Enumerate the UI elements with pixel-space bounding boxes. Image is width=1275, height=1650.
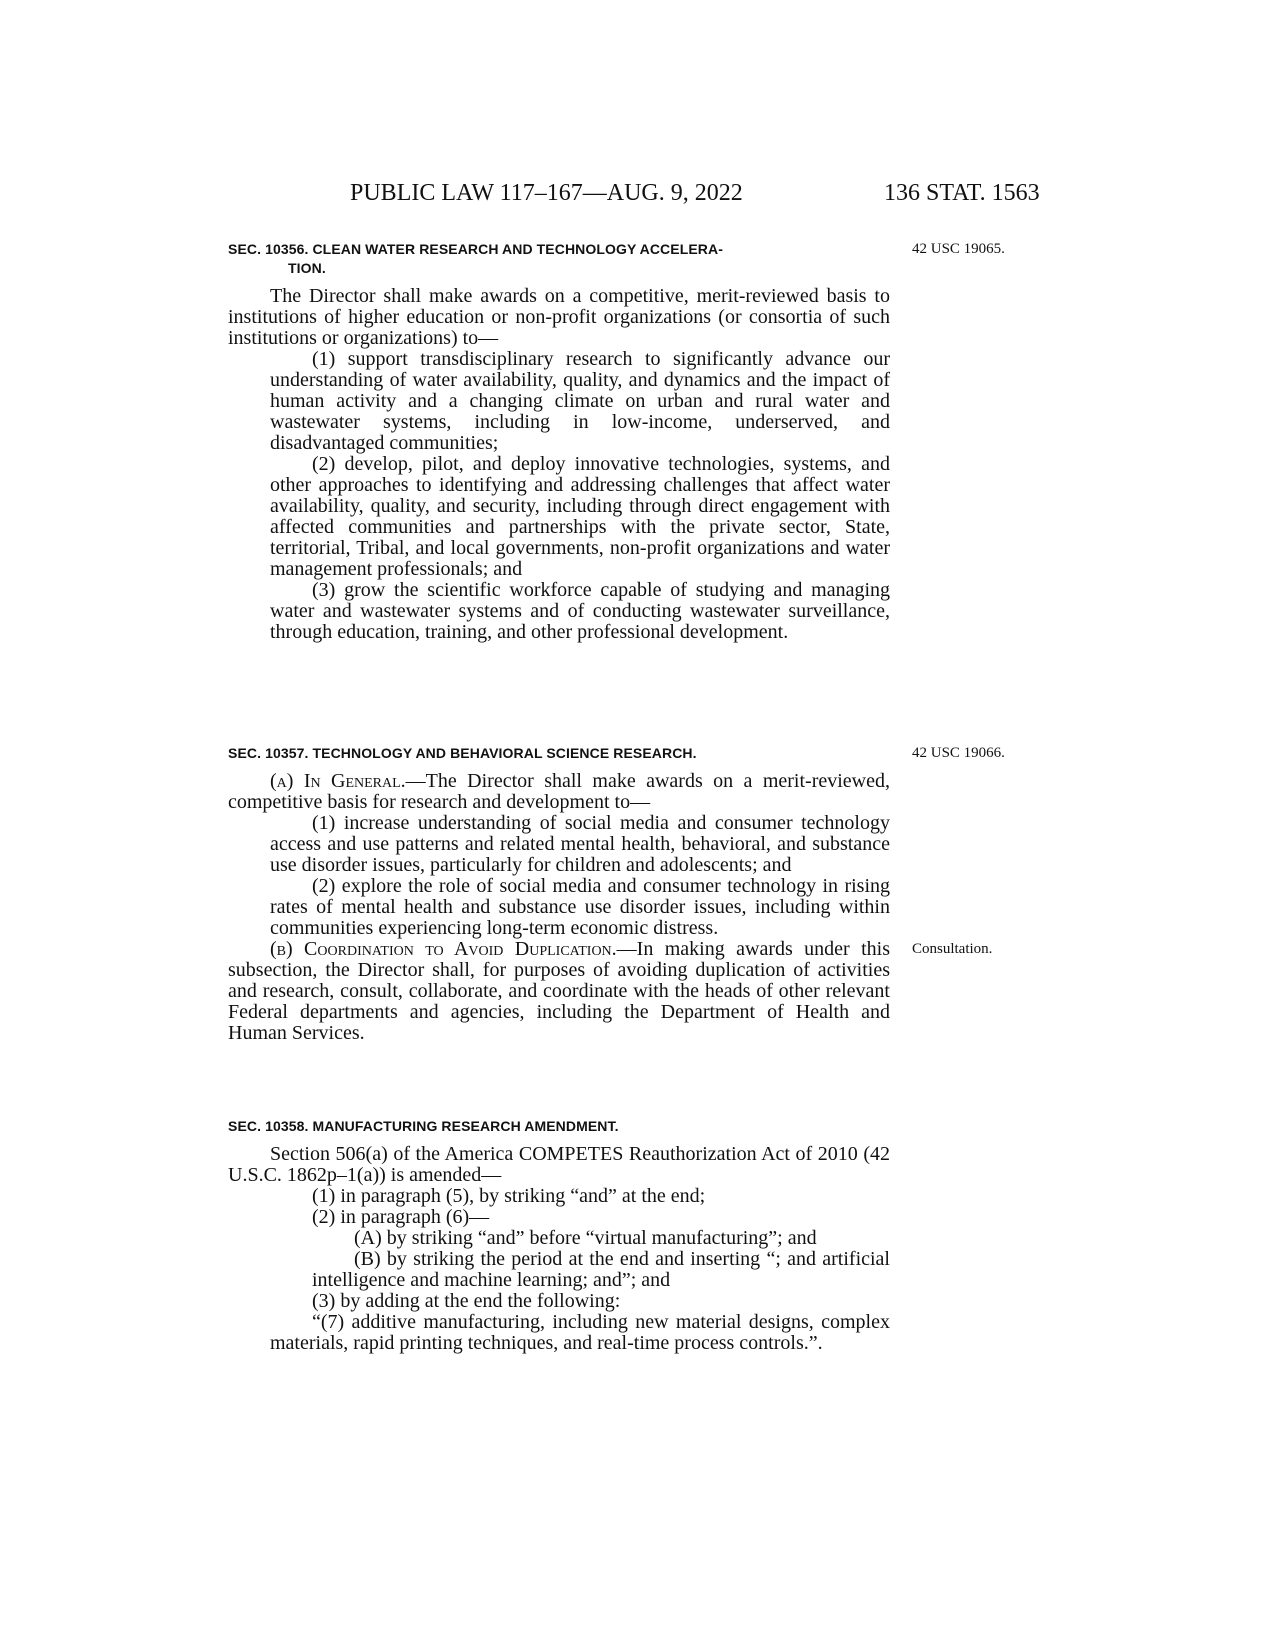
subsection-a-heading: (a) In General.	[270, 770, 406, 792]
subsection-b	[228, 939, 890, 1044]
list-item: (3) by adding at the end the following:	[312, 1290, 621, 1312]
list-item: (2) develop, pilot, and deploy innovative technologies, systems, and other approaches to identifying and addressing challenges that affect water availability, quality, and security, including through direct engagement with affected communities and partnerships with the private sector, State, territorial, Tribal, and local governments, non-profit organizations and water management professionals; and	[270, 453, 890, 580]
section-intro: The Director shall make awards on a competitive, merit-reviewed basis to institutions of higher education or non-profit organizations (or consortia of such institutions or organizations) to—	[228, 285, 890, 349]
sub-item-b: (B) by striking the period at the end and inserting “; and artificial intelligence and machine learning; and”; and	[312, 1248, 890, 1291]
section-10358	[228, 1117, 890, 1354]
list-item: (1) increase understanding of social media and consumer technology access and use patterns and related mental health, behavioral, and substance use disorder issues, particularly for children and adolescents; and	[270, 812, 890, 876]
consultation-note: Consultation.	[912, 941, 993, 957]
subsection-b-text: —In making awards under this subsection, the Director shall, for purposes of avoiding duplication of activities and research, consult, collaborate, and coordinate with the heads of other relevant Federal departments and agencies, including the Department of Health and Human Services.	[228, 938, 890, 1044]
subsection-a-text: —The Director shall make awards on a merit-reviewed, competitive basis for research and development to—	[228, 770, 890, 813]
public-law-title: PUBLIC LAW 117–167—AUG. 9, 2022	[350, 180, 743, 206]
section-heading-line2: TION.	[288, 260, 326, 276]
section-heading: SEC. 10358. MANUFACTURING RESEARCH AMENDMENT.	[228, 1118, 619, 1134]
statute-page-citation: 136 STAT. 1563	[884, 180, 1040, 206]
usc-citation-note: 42 USC 19066.	[912, 745, 1005, 761]
list-item: (2) explore the role of social media and consumer technology in rising rates of mental health and substance use disorder issues, including within communities experiencing long-term economic distress.	[270, 875, 890, 939]
section-heading: SEC. 10357. TECHNOLOGY AND BEHAVIORAL SCIENCE RESEARCH.	[228, 745, 697, 761]
section-heading	[228, 240, 890, 278]
list-item: (2) in paragraph (6)—	[312, 1206, 490, 1228]
sub-item-a: (A) by striking “and” before “virtual manufacturing”; and	[354, 1227, 817, 1249]
subsection-a	[228, 771, 890, 813]
list-item: (1) support transdisciplinary research to significantly advance our understanding of water availability, quality, and dynamics and the impact of human activity and a changing climate on urban and rural water and wastewater systems, including in low-income, underserved, and disadvantaged communities;	[270, 348, 890, 454]
inserted-quote: “(7) additive manufacturing, including new material designs, complex materials, rapid printing techniques, and real-time process controls.”.	[270, 1311, 890, 1354]
section-heading-line1: SEC. 10356. CLEAN WATER RESEARCH AND TECHNOLOGY ACCELERA-	[228, 241, 723, 257]
running-header	[0, 176, 1275, 210]
list-item: (1) in paragraph (5), by striking “and” at the end;	[312, 1185, 706, 1207]
section-10357	[228, 744, 890, 1044]
section-intro: Section 506(a) of the America COMPETES Reauthorization Act of 2010 (42 U.S.C. 1862p–1(a)) is amended—	[228, 1143, 890, 1186]
section-10356	[228, 240, 890, 643]
subsection-b-heading: (b) Coordination to Avoid Duplication.	[270, 938, 617, 960]
list-item: (3) grow the scientific workforce capable of studying and managing water and wastewater systems and of conducting wastewater surveillance, through education, training, and other professional development.	[270, 579, 890, 643]
usc-citation-note: 42 USC 19065.	[912, 241, 1005, 257]
